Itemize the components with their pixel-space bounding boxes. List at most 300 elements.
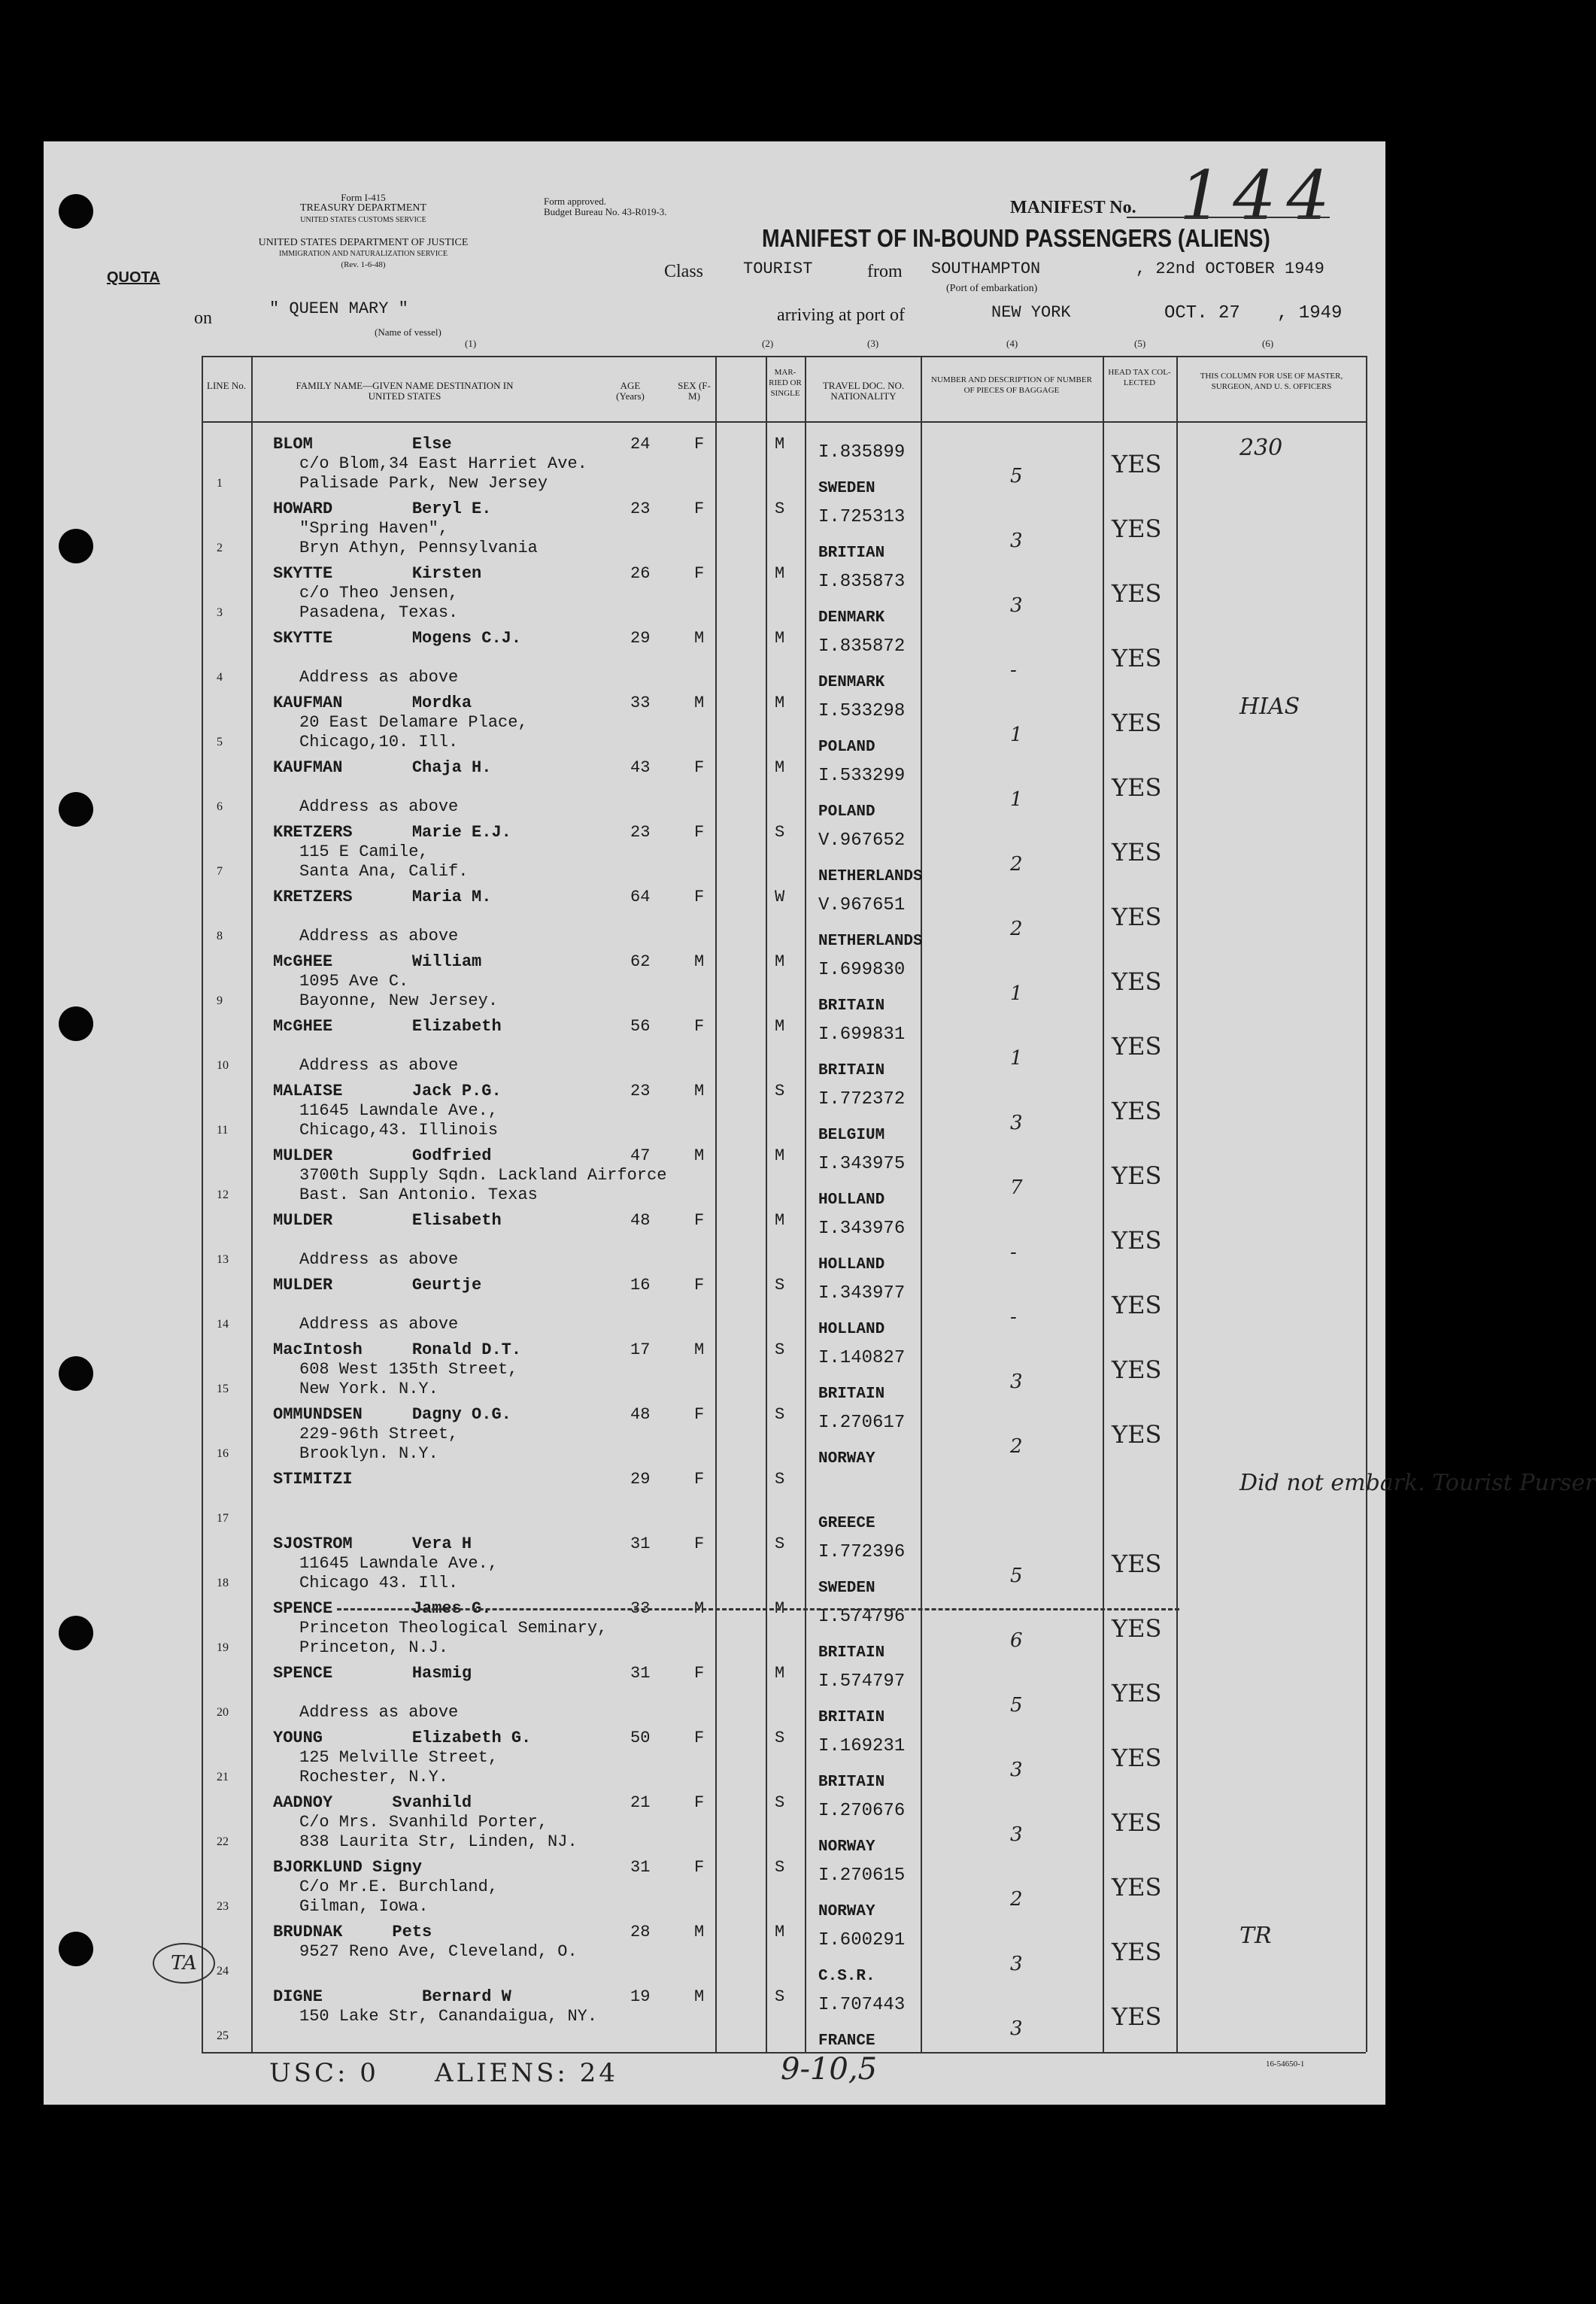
travel-doc-number: I.835872 <box>818 636 906 657</box>
baggage-count: 5 <box>1010 1694 1023 1717</box>
passenger-age: 26 <box>630 564 651 583</box>
baggage-count: 5 <box>1010 465 1023 487</box>
column-header-age: AGE (Years) <box>616 380 645 402</box>
marital-status: W <box>775 888 785 906</box>
marital-status: M <box>775 1017 785 1036</box>
col-divider <box>921 356 922 2052</box>
punch-hole <box>59 194 93 229</box>
passenger-name: MULDER Godfried <box>273 1146 492 1165</box>
passenger-address-line: 125 Melville Street, <box>299 1748 499 1767</box>
travel-doc-number: I.343977 <box>818 1283 906 1304</box>
punch-hole <box>59 1006 93 1041</box>
marital-status: S <box>775 1987 785 2006</box>
passenger-address-line: Bryn Athyn, Pennsylvania <box>299 539 538 557</box>
column-header-married: MAR-RIED OR SINGLE <box>769 368 802 398</box>
punch-hole <box>59 529 93 563</box>
head-tax-collected: YES <box>1112 644 1162 672</box>
nationality: DENMARK <box>818 609 885 627</box>
manifest-number-label: MANIFEST No. <box>1010 198 1136 217</box>
row-line-number: 5 <box>217 736 223 748</box>
passenger-sex: F <box>694 1534 705 1553</box>
passenger-address-line: C/o Mr.E. Burchland, <box>299 1878 499 1896</box>
passenger-sex: M <box>694 952 705 971</box>
row-line-number: 16 <box>217 1447 229 1460</box>
travel-doc-number: I.270615 <box>818 1865 906 1886</box>
passenger-name: SKYTTE Mogens C.J. <box>273 629 522 648</box>
quota-label: QUOTA <box>107 269 160 286</box>
baggage-count: 2 <box>1010 853 1023 876</box>
passenger-sex: F <box>694 1276 705 1295</box>
passenger-age: 64 <box>630 888 651 906</box>
arrival-year: , 1949 <box>1277 303 1343 323</box>
passenger-address-line: Chicago,43. Illinois <box>299 1121 499 1140</box>
head-tax-collected: YES <box>1112 1679 1162 1708</box>
column-header-name: FAMILY NAME—GIVEN NAME DESTINATION IN UNITED STATES <box>296 380 514 402</box>
officer-note: HIAS <box>1239 694 1300 720</box>
passenger-address-line: Santa Ana, Calif. <box>299 862 469 881</box>
travel-doc-number: I.574796 <box>818 1607 906 1627</box>
passenger-sex: F <box>694 1470 705 1489</box>
marital-status: S <box>775 499 785 518</box>
passenger-address-line: Address as above <box>299 1056 459 1075</box>
arrival-date: OCT. 27 <box>1164 303 1240 323</box>
passenger-age: 50 <box>630 1729 651 1747</box>
passenger-name: SPENCE Hasmig <box>273 1664 472 1683</box>
row-line-number: 18 <box>217 1577 229 1589</box>
passenger-sex: F <box>694 499 705 518</box>
marital-status: S <box>775 1276 785 1295</box>
head-tax-collected: YES <box>1112 1420 1162 1449</box>
marital-status: S <box>775 1729 785 1747</box>
head-tax-collected: YES <box>1112 1032 1162 1061</box>
travel-doc-number: I.699830 <box>818 960 906 980</box>
passenger-sex: F <box>694 435 705 454</box>
customs-service: UNITED STATES CUSTOMS SERVICE <box>300 216 426 224</box>
passenger-sex: F <box>694 1017 705 1036</box>
travel-doc-number: I.140827 <box>818 1348 906 1368</box>
row-line-number: 8 <box>217 930 223 943</box>
nationality: DENMARK <box>818 674 885 691</box>
head-tax-collected: YES <box>1112 967 1162 996</box>
row-line-number: 25 <box>217 2029 229 2042</box>
passenger-address-line: Chicago,10. Ill. <box>299 733 459 751</box>
manifest-number: 144 <box>1179 156 1340 235</box>
row-line-number: 19 <box>217 1641 229 1654</box>
budget-bureau: Budget Bureau No. 43-R019-3. <box>544 206 667 217</box>
row-line-number: 7 <box>217 865 223 878</box>
travel-doc-number: I.835899 <box>818 442 906 463</box>
passenger-name: KRETZERS Maria M. <box>273 888 492 906</box>
travel-doc-number: I.533299 <box>818 766 906 786</box>
column-header-sex: SEX (F-M) <box>678 380 711 402</box>
col-divider <box>766 356 767 2052</box>
passenger-address-line: Address as above <box>299 668 459 687</box>
passenger-name: KAUFMAN Chaja H. <box>273 758 492 777</box>
nationality: HOLLAND <box>818 1256 885 1273</box>
baggage-count: 1 <box>1010 724 1023 746</box>
baggage-count: - <box>1010 1306 1017 1328</box>
arrival-port: NEW YORK <box>991 303 1071 322</box>
row-line-number: 4 <box>217 671 223 684</box>
passenger-address-line: 115 E Camile, <box>299 842 429 861</box>
baggage-count: 7 <box>1010 1176 1023 1199</box>
nationality: HOLLAND <box>818 1191 885 1209</box>
margin-note-ta: TA <box>153 1943 215 1984</box>
head-tax-collected: YES <box>1112 903 1162 931</box>
baggage-count: 2 <box>1010 918 1023 940</box>
passenger-age: 29 <box>630 1470 651 1489</box>
travel-doc-number: I.725313 <box>818 507 906 527</box>
head-tax-collected: YES <box>1112 1873 1162 1902</box>
marital-status: M <box>775 1599 785 1618</box>
departure-date: , 22nd OCTOBER 1949 <box>1136 260 1324 278</box>
passenger-sex: F <box>694 1405 705 1424</box>
marital-status: S <box>775 823 785 842</box>
on-label: on <box>194 308 212 328</box>
marital-status: M <box>775 564 785 583</box>
passenger-name: SJOSTROM Vera H <box>273 1534 472 1553</box>
passenger-name: BLOM Else <box>273 435 452 454</box>
row-line-number: 13 <box>217 1253 229 1266</box>
passenger-sex: F <box>694 758 705 777</box>
manifest-number-line <box>1127 217 1330 218</box>
passenger-address-line: Address as above <box>299 1250 459 1269</box>
passenger-name: SPENCE James G. <box>273 1599 492 1618</box>
passenger-age: 31 <box>630 1534 651 1553</box>
arriving-label: arriving at port of <box>777 305 905 325</box>
passenger-address-line: New York. N.Y. <box>299 1380 438 1398</box>
head-tax-collected: YES <box>1112 579 1162 608</box>
nationality: BRITAIN <box>818 1774 885 1791</box>
column-number: (1) <box>465 338 477 349</box>
passenger-address-line: Rochester, N.Y. <box>299 1768 449 1786</box>
passenger-address-line: 9527 Reno Ave, Cleveland, O. <box>299 1942 578 1961</box>
passenger-sex: F <box>694 1729 705 1747</box>
passenger-address-line: "Spring Haven", <box>299 519 449 538</box>
treasury-department: TREASURY DEPARTMENT <box>299 202 427 214</box>
passenger-name: HOWARD Beryl E. <box>273 499 492 518</box>
head-tax-collected: YES <box>1112 1097 1162 1125</box>
head-tax-collected: YES <box>1112 1808 1162 1837</box>
passenger-age: 31 <box>630 1664 651 1683</box>
passenger-address-line: C/o Mrs. Svanhild Porter, <box>299 1813 548 1832</box>
travel-doc-number: I.772372 <box>818 1089 906 1110</box>
passenger-age: 17 <box>630 1340 651 1359</box>
passenger-age: 28 <box>630 1923 651 1941</box>
baggage-count: 5 <box>1010 1565 1023 1587</box>
passenger-age: 23 <box>630 1082 651 1100</box>
travel-doc-number: I.600291 <box>818 1930 906 1950</box>
passenger-age: 48 <box>630 1211 651 1230</box>
col-divider <box>202 356 203 2052</box>
passenger-address-line: 229-96th Street, <box>299 1425 459 1443</box>
head-tax-collected: YES <box>1112 1550 1162 1578</box>
baggage-count: - <box>1010 1241 1017 1264</box>
passenger-sex: F <box>694 1793 705 1812</box>
row-line-number: 2 <box>217 542 223 554</box>
passenger-name: BRUDNAK Pets <box>273 1923 432 1941</box>
passenger-address-line: 11645 Lawndale Ave., <box>299 1101 499 1120</box>
column-number: (5) <box>1134 338 1146 349</box>
form-number: Form I-415 <box>341 192 386 203</box>
passenger-address-line: Pasadena, Texas. <box>299 603 459 622</box>
passenger-sex: F <box>694 888 705 906</box>
passenger-address-line: Bast. San Antonio. Texas <box>299 1185 538 1204</box>
marital-status: M <box>775 1211 785 1230</box>
passenger-name: SKYTTE Kirsten <box>273 564 482 583</box>
head-tax-collected: YES <box>1112 2002 1162 2031</box>
form-approved: Form approved. <box>544 196 607 207</box>
passenger-sex: M <box>694 629 705 648</box>
nationality: SWEDEN <box>818 1580 875 1597</box>
travel-doc-number: I.574797 <box>818 1671 906 1692</box>
passenger-age: 23 <box>630 823 651 842</box>
passenger-sex: F <box>694 1858 705 1877</box>
baggage-count: 3 <box>1010 1112 1023 1134</box>
col-divider <box>1366 356 1367 2052</box>
passenger-name: MALAISE Jack P.G. <box>273 1082 502 1100</box>
head-tax-collected: YES <box>1112 1291 1162 1319</box>
marital-status: M <box>775 1146 785 1165</box>
class-label: Class <box>664 262 704 281</box>
baggage-count: 1 <box>1010 982 1023 1005</box>
row-line-number: 6 <box>217 800 223 813</box>
passenger-age: 31 <box>630 1858 651 1877</box>
passenger-sex: M <box>694 694 705 712</box>
head-tax-collected: YES <box>1112 1744 1162 1772</box>
form-code: 16-54650-1 <box>1266 2060 1305 2069</box>
class-value: TOURIST <box>743 260 813 278</box>
col-divider <box>1176 356 1178 2052</box>
immigration-service: IMMIGRATION AND NATURALIZATION SERVICE <box>279 250 448 258</box>
passenger-name: YOUNG Elizabeth G. <box>273 1729 532 1747</box>
department-of-justice: UNITED STATES DEPARTMENT OF JUSTICE <box>258 237 469 248</box>
passenger-sex: M <box>694 1340 705 1359</box>
travel-doc-number: I.699831 <box>818 1025 906 1045</box>
nationality: BRITIAN <box>818 545 885 562</box>
header-bottom-border <box>202 421 1366 423</box>
head-tax-collected: YES <box>1112 1161 1162 1190</box>
marital-status: M <box>775 629 785 648</box>
passenger-address-line: Palisade Park, New Jersey <box>299 474 548 493</box>
from-value: SOUTHAMPTON <box>931 260 1041 278</box>
cancellation-dashed-line <box>337 1608 1179 1610</box>
row-line-number: 11 <box>217 1124 229 1137</box>
passenger-address-line: Address as above <box>299 927 459 946</box>
passenger-name: McGHEE William <box>273 952 482 971</box>
passenger-name: OMMUNDSEN Dagny O.G. <box>273 1405 511 1424</box>
marital-status: S <box>775 1534 785 1553</box>
row-line-number: 20 <box>217 1706 229 1719</box>
passenger-age: 33 <box>630 694 651 712</box>
row-line-number: 3 <box>217 606 223 619</box>
nationality: BRITAIN <box>818 1644 885 1662</box>
punch-hole <box>59 1932 93 1966</box>
nationality: BRITAIN <box>818 1386 885 1403</box>
column-header-head-tax: HEAD TAX COL-LECTED <box>1108 368 1171 387</box>
nationality: NORWAY <box>818 1903 875 1920</box>
col-divider <box>1103 356 1104 2052</box>
passenger-sex: M <box>694 1146 705 1165</box>
passenger-address-line: 20 East Delamare Place, <box>299 713 528 732</box>
travel-doc-number: I.270676 <box>818 1801 906 1821</box>
passenger-age: 62 <box>630 952 651 971</box>
usc-total: USC: 0 <box>269 2058 379 2088</box>
passenger-age: 47 <box>630 1146 651 1165</box>
marital-status: M <box>775 1664 785 1683</box>
column-number: (2) <box>762 338 774 349</box>
officer-note: 230 <box>1239 435 1283 461</box>
nationality: POLAND <box>818 803 875 821</box>
head-tax-collected: YES <box>1112 709 1162 737</box>
passenger-sex: F <box>694 1664 705 1683</box>
nationality: BRITAIN <box>818 1709 885 1726</box>
nationality: NORWAY <box>818 1838 875 1856</box>
head-tax-collected: YES <box>1112 1938 1162 1966</box>
passenger-name: STIMITZI <box>273 1470 353 1489</box>
row-line-number: 14 <box>217 1318 229 1331</box>
officer-note: TR <box>1239 1923 1272 1949</box>
nationality: BRITAIN <box>818 1062 885 1079</box>
nationality: NETHERLANDS <box>818 868 923 885</box>
embarkation-note: (Port of embarkation) <box>946 283 1038 294</box>
from-label: from <box>867 262 903 281</box>
punch-hole <box>59 1616 93 1650</box>
marital-status: M <box>775 435 785 454</box>
nationality: C.S.R. <box>818 1968 875 1985</box>
marital-status: S <box>775 1470 785 1489</box>
passenger-address-line: Chicago 43. Ill. <box>299 1574 459 1592</box>
passenger-sex: M <box>694 1599 705 1618</box>
row-line-number: 10 <box>217 1059 229 1072</box>
passenger-address-line: 608 West 135th Street, <box>299 1360 518 1379</box>
passenger-address-line: 838 Laurita Str, Linden, NJ. <box>299 1832 578 1851</box>
passenger-address-line: Princeton Theological Seminary, <box>299 1619 608 1638</box>
baggage-count: 2 <box>1010 1435 1023 1458</box>
nationality: POLAND <box>818 739 875 756</box>
head-tax-collected: YES <box>1112 1226 1162 1255</box>
passenger-address-line: Address as above <box>299 797 459 816</box>
marital-status: M <box>775 694 785 712</box>
passenger-name: MULDER Elisabeth <box>273 1211 502 1230</box>
column-header-travel-doc: TRAVEL DOC. NO. NATIONALITY <box>822 380 905 402</box>
col-divider <box>805 356 806 2052</box>
column-header-officers: THIS COLUMN FOR USE OF MASTER, SURGEON, AND U. S. OFFICERS <box>1200 372 1343 391</box>
passenger-age: 21 <box>630 1793 651 1812</box>
row-line-number: 23 <box>217 1900 229 1913</box>
passenger-address-line: 11645 Lawndale Ave., <box>299 1554 499 1573</box>
baggage-count: 1 <box>1010 1047 1023 1070</box>
travel-doc-number: I.772396 <box>818 1542 906 1562</box>
travel-doc-number: V.967652 <box>818 830 906 851</box>
passenger-sex: M <box>694 1923 705 1941</box>
head-tax-collected: YES <box>1112 1355 1162 1384</box>
row-line-number: 24 <box>217 1965 229 1978</box>
travel-doc-number: I.343975 <box>818 1154 906 1174</box>
punch-hole <box>59 1356 93 1391</box>
aliens-total: ALIENS: 24 <box>435 2058 618 2088</box>
nationality: FRANCE <box>818 2032 875 2050</box>
nationality: BELGIUM <box>818 1127 885 1144</box>
passenger-address-line: Princeton, N.J. <box>299 1638 449 1657</box>
nationality: GREECE <box>818 1515 875 1532</box>
passenger-address-line: c/o Blom,34 East Harriet Ave. <box>299 454 587 473</box>
passenger-address-line: c/o Theo Jensen, <box>299 584 459 603</box>
row-line-number: 15 <box>217 1383 229 1395</box>
passenger-age: 16 <box>630 1276 651 1295</box>
row-line-number: 12 <box>217 1188 229 1201</box>
passenger-age: 33 <box>630 1599 651 1618</box>
table-top-border <box>202 356 1366 357</box>
manifest-page <box>44 141 1596 2105</box>
head-tax-collected: YES <box>1112 450 1162 478</box>
vessel-note: (Name of vessel) <box>375 326 441 338</box>
passenger-sex: F <box>694 823 705 842</box>
passenger-sex: F <box>694 1211 705 1230</box>
column-header-line: LINE No. <box>207 380 246 391</box>
passenger-sex: M <box>694 1082 705 1100</box>
passenger-name: DIGNE Bernard W <box>273 1987 511 2006</box>
column-number: (3) <box>867 338 879 349</box>
passenger-address-line: Gilman, Iowa. <box>299 1897 429 1916</box>
manifest-title: MANIFEST OF IN-BOUND PASSENGERS (ALIENS) <box>762 224 1270 252</box>
passenger-name: BJORKLUND Signy <box>273 1858 423 1877</box>
row-line-number: 9 <box>217 994 223 1007</box>
travel-doc-number: V.967651 <box>818 895 906 915</box>
nationality: HOLLAND <box>818 1321 885 1338</box>
passenger-address-line: Address as above <box>299 1703 459 1722</box>
passenger-address-line: Brooklyn. N.Y. <box>299 1444 438 1463</box>
marital-status: S <box>775 1405 785 1424</box>
baggage-count: - <box>1010 659 1017 681</box>
travel-doc-number: I.343976 <box>818 1219 906 1239</box>
revision-date: (Rev. 1-6-48) <box>341 260 386 269</box>
passenger-age: 48 <box>630 1405 651 1424</box>
passenger-name: McGHEE Elizabeth <box>273 1017 502 1036</box>
travel-doc-number: I.707443 <box>818 1995 906 2015</box>
head-tax-collected: YES <box>1112 838 1162 867</box>
column-number: (6) <box>1262 338 1274 349</box>
punch-hole <box>59 792 93 827</box>
nationality: SWEDEN <box>818 480 875 497</box>
head-tax-collected: YES <box>1112 515 1162 543</box>
baggage-count: 3 <box>1010 594 1023 617</box>
passenger-address-line: 150 Lake Str, Canandaigua, NY. <box>299 2007 598 2026</box>
travel-doc-number: I.835873 <box>818 572 906 592</box>
col-divider <box>251 356 253 2052</box>
baggage-count: 6 <box>1010 1629 1023 1652</box>
baggage-count: 3 <box>1010 1823 1023 1846</box>
travel-doc-number: I.169231 <box>818 1736 906 1756</box>
row-line-number: 22 <box>217 1835 229 1848</box>
marital-status: S <box>775 1858 785 1877</box>
head-tax-collected: YES <box>1112 773 1162 802</box>
column-number: (4) <box>1006 338 1018 349</box>
passenger-address-line: Address as above <box>299 1315 459 1334</box>
officer-note: Did not embark. Tourist Purser <box>1239 1470 1596 1496</box>
head-tax-collected: YES <box>1112 1614 1162 1643</box>
passenger-age: 19 <box>630 1987 651 2006</box>
travel-doc-number: I.270617 <box>818 1413 906 1433</box>
passenger-age: 29 <box>630 629 651 648</box>
row-line-number: 1 <box>217 477 223 490</box>
passenger-name: AADNOY Svanhild <box>273 1793 472 1812</box>
baggage-count: 3 <box>1010 2017 1023 2040</box>
passenger-age: 24 <box>630 435 651 454</box>
passenger-sex: M <box>694 1987 705 2006</box>
vessel-name: " QUEEN MARY " <box>269 299 408 318</box>
nationality: NORWAY <box>818 1450 875 1468</box>
